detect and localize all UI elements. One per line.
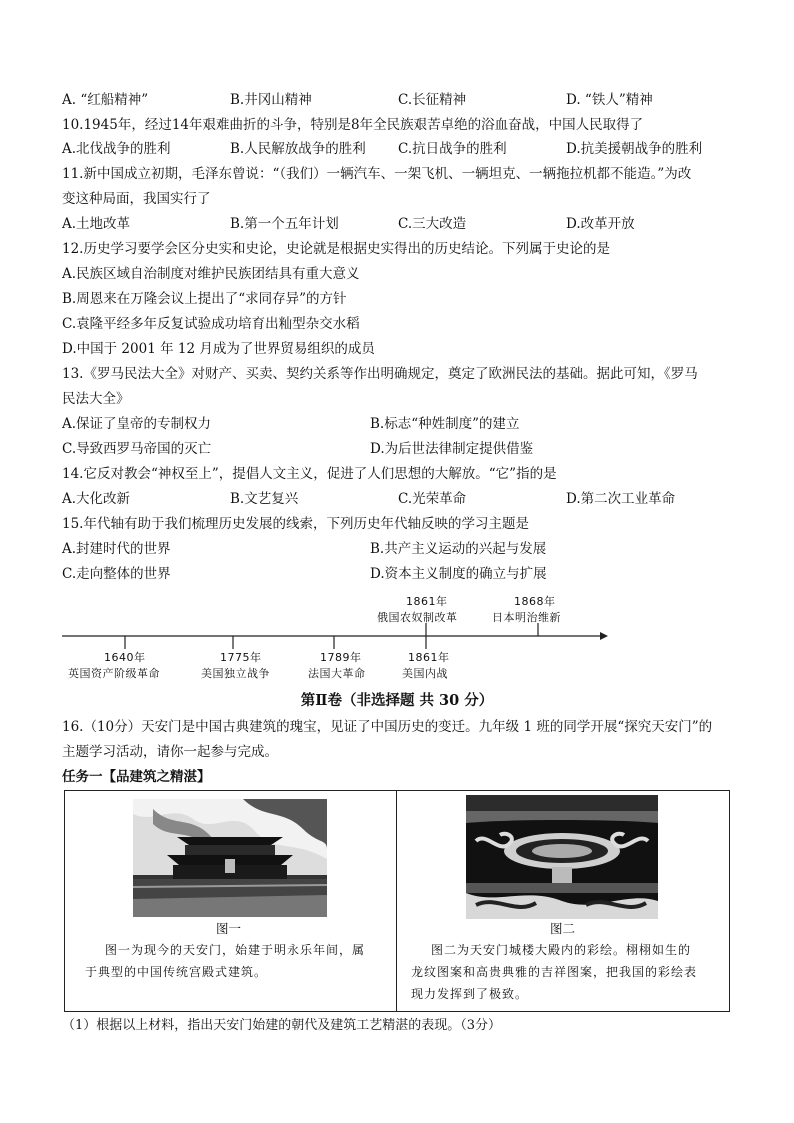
q15-stem: 15.年代轴有助于我们梳理历史发展的线索，下列历史年代轴反映的学习主题是 xyxy=(62,516,529,532)
fig2-desc-line3: 现力发挥到了极致。 xyxy=(411,987,529,1001)
q16-sub1: （1）根据以上材料，指出天安门始建的朝代及建筑工艺精湛的表现。（3分） xyxy=(62,1018,502,1033)
timeline-below-event-2: 美国独立战争 xyxy=(201,667,270,680)
q15-option-a: A.封建时代的世界 xyxy=(62,541,171,557)
q13-option-b: B.标志“种姓制度”的建立 xyxy=(370,416,520,432)
table-divider xyxy=(396,791,397,1011)
q15-option-c: C.走向整体的世界 xyxy=(62,566,171,582)
q14-option-c: C.光荣革命 xyxy=(398,491,467,507)
q11-stem-line1: 11.新中国成立初期，毛泽东曾说：“（我们）一辆汽车、一架飞机、一辆坦克、一辆拖拉机都不能造。”为改 xyxy=(62,166,692,182)
q16-stem-line1: 16.（10分）天安门是中国古典建筑的瑰宝，见证了中国历史的变迁。九年级 1 班的同学开展“探究天安门”的 xyxy=(62,719,713,735)
q11-option-a: A.土地改革 xyxy=(62,216,131,232)
q15-option-b: B.共产主义运动的兴起与发展 xyxy=(370,541,547,557)
q14-option-a: A.大化改新 xyxy=(62,491,131,507)
fig2-caption: 图二 xyxy=(550,921,576,936)
tiananmen-photo xyxy=(133,799,327,917)
q9-option-b: B.井冈山精神 xyxy=(230,92,312,108)
timeline-below-event-4: 美国内战 xyxy=(402,667,448,680)
timeline-below-year-4: 1861年 xyxy=(408,651,450,664)
fig1-caption: 图一 xyxy=(216,921,242,936)
q12-option-c: C.袁隆平经多年反复试验成功培育出籼型杂交水稻 xyxy=(62,316,360,332)
q15-option-d: D.资本主义制度的确立与扩展 xyxy=(370,566,547,582)
q16-stem-line2: 主题学习活动，请你一起参与完成。 xyxy=(62,744,278,760)
q11-option-d: D.改革开放 xyxy=(566,216,635,232)
q14-option-b: B.文艺复兴 xyxy=(230,491,299,507)
painted-decoration-photo xyxy=(466,795,658,919)
q10-option-d: D.抗美援朝战争的胜利 xyxy=(566,141,703,157)
q10-option-c: C.抗日战争的胜利 xyxy=(398,141,507,157)
q12-option-a: A.民族区域自治制度对维护民族团结具有重大意义 xyxy=(62,266,360,282)
q12-option-b: B.周恩来在万隆会议上提出了“求同存异”的方针 xyxy=(62,291,347,307)
timeline-below-year-1: 1640年 xyxy=(104,651,146,664)
fig1-desc-line2: 于典型的中国传统宫殿式建筑。 xyxy=(85,965,268,979)
q9-option-d: D. “铁人”精神 xyxy=(566,92,653,108)
material-table xyxy=(64,790,730,1012)
timeline-above-year-2: 1868年 xyxy=(514,595,556,608)
q9-option-a: A. “红船精神” xyxy=(62,92,149,108)
q12-option-d: D.中国于 2001 年 12 月成为了世界贸易组织的成员 xyxy=(62,341,375,357)
q11-stem-line2: 变这种局面，我国实行了 xyxy=(62,191,211,207)
timeline-below-year-3: 1789年 xyxy=(320,651,362,664)
timeline-below-event-1: 英国资产阶级革命 xyxy=(68,667,160,680)
timeline-below-event-3: 法国大革命 xyxy=(308,667,366,680)
q12-stem: 12.历史学习要学会区分史实和史论，史论就是根据史实得出的历史结论。下列属于史论的是 xyxy=(62,241,610,257)
q14-option-d: D.第二次工业革命 xyxy=(566,491,676,507)
timeline-below-year-2: 1775年 xyxy=(220,651,262,664)
q13-option-a: A.保证了皇帝的专制权力 xyxy=(62,416,212,432)
timeline-above-event-2: 日本明治维新 xyxy=(492,611,561,624)
timeline-above-event-1: 俄国农奴制改革 xyxy=(377,611,458,624)
q14-stem: 14.它反对教会“神权至上”，提倡人文主义，促进了人们思想的大解放。“它”指的是 xyxy=(62,466,557,482)
fig2-desc-line1: 图二为天安门城楼大殿内的彩绘。栩栩如生的 xyxy=(431,943,692,957)
q13-option-d: D.为后世法律制定提供借鉴 xyxy=(370,441,534,457)
fig1-desc-line1: 图一为现今的天安门，始建于明永乐年间，属 xyxy=(105,943,366,957)
fig2-desc-line2: 龙纹图案和高贵典雅的吉祥图案，把我国的彩绘表 xyxy=(411,965,698,979)
part2-title: 第Ⅱ卷（非选择题 共 30 分） xyxy=(300,692,494,709)
q13-option-c: C.导致西罗马帝国的灭亡 xyxy=(62,441,212,457)
q9-option-c: C.长征精神 xyxy=(398,92,467,108)
q10-option-a: A.北伐战争的胜利 xyxy=(62,141,171,157)
task1-heading: 任务一【品建筑之精湛】 xyxy=(62,769,211,785)
q10-option-b: B.人民解放战争的胜利 xyxy=(230,141,366,157)
q13-stem-line2: 民法大全》 xyxy=(62,391,130,407)
timeline xyxy=(62,593,612,685)
q10-stem: 10.1945年，经过14年艰难曲折的斗争，特别是8年全民族艰苦卓绝的浴血奋战，中国人民取得了 xyxy=(62,117,644,133)
q13-stem-line1: 13.《罗马民法大全》对财产、买卖、契约关系等作出明确规定，奠定了欧洲民法的基础。据此可知，《罗马 xyxy=(62,366,698,382)
q11-option-c: C.三大改造 xyxy=(398,216,467,232)
timeline-above-year-1: 1861年 xyxy=(406,595,448,608)
q11-option-b: B.第一个五年计划 xyxy=(230,216,339,232)
